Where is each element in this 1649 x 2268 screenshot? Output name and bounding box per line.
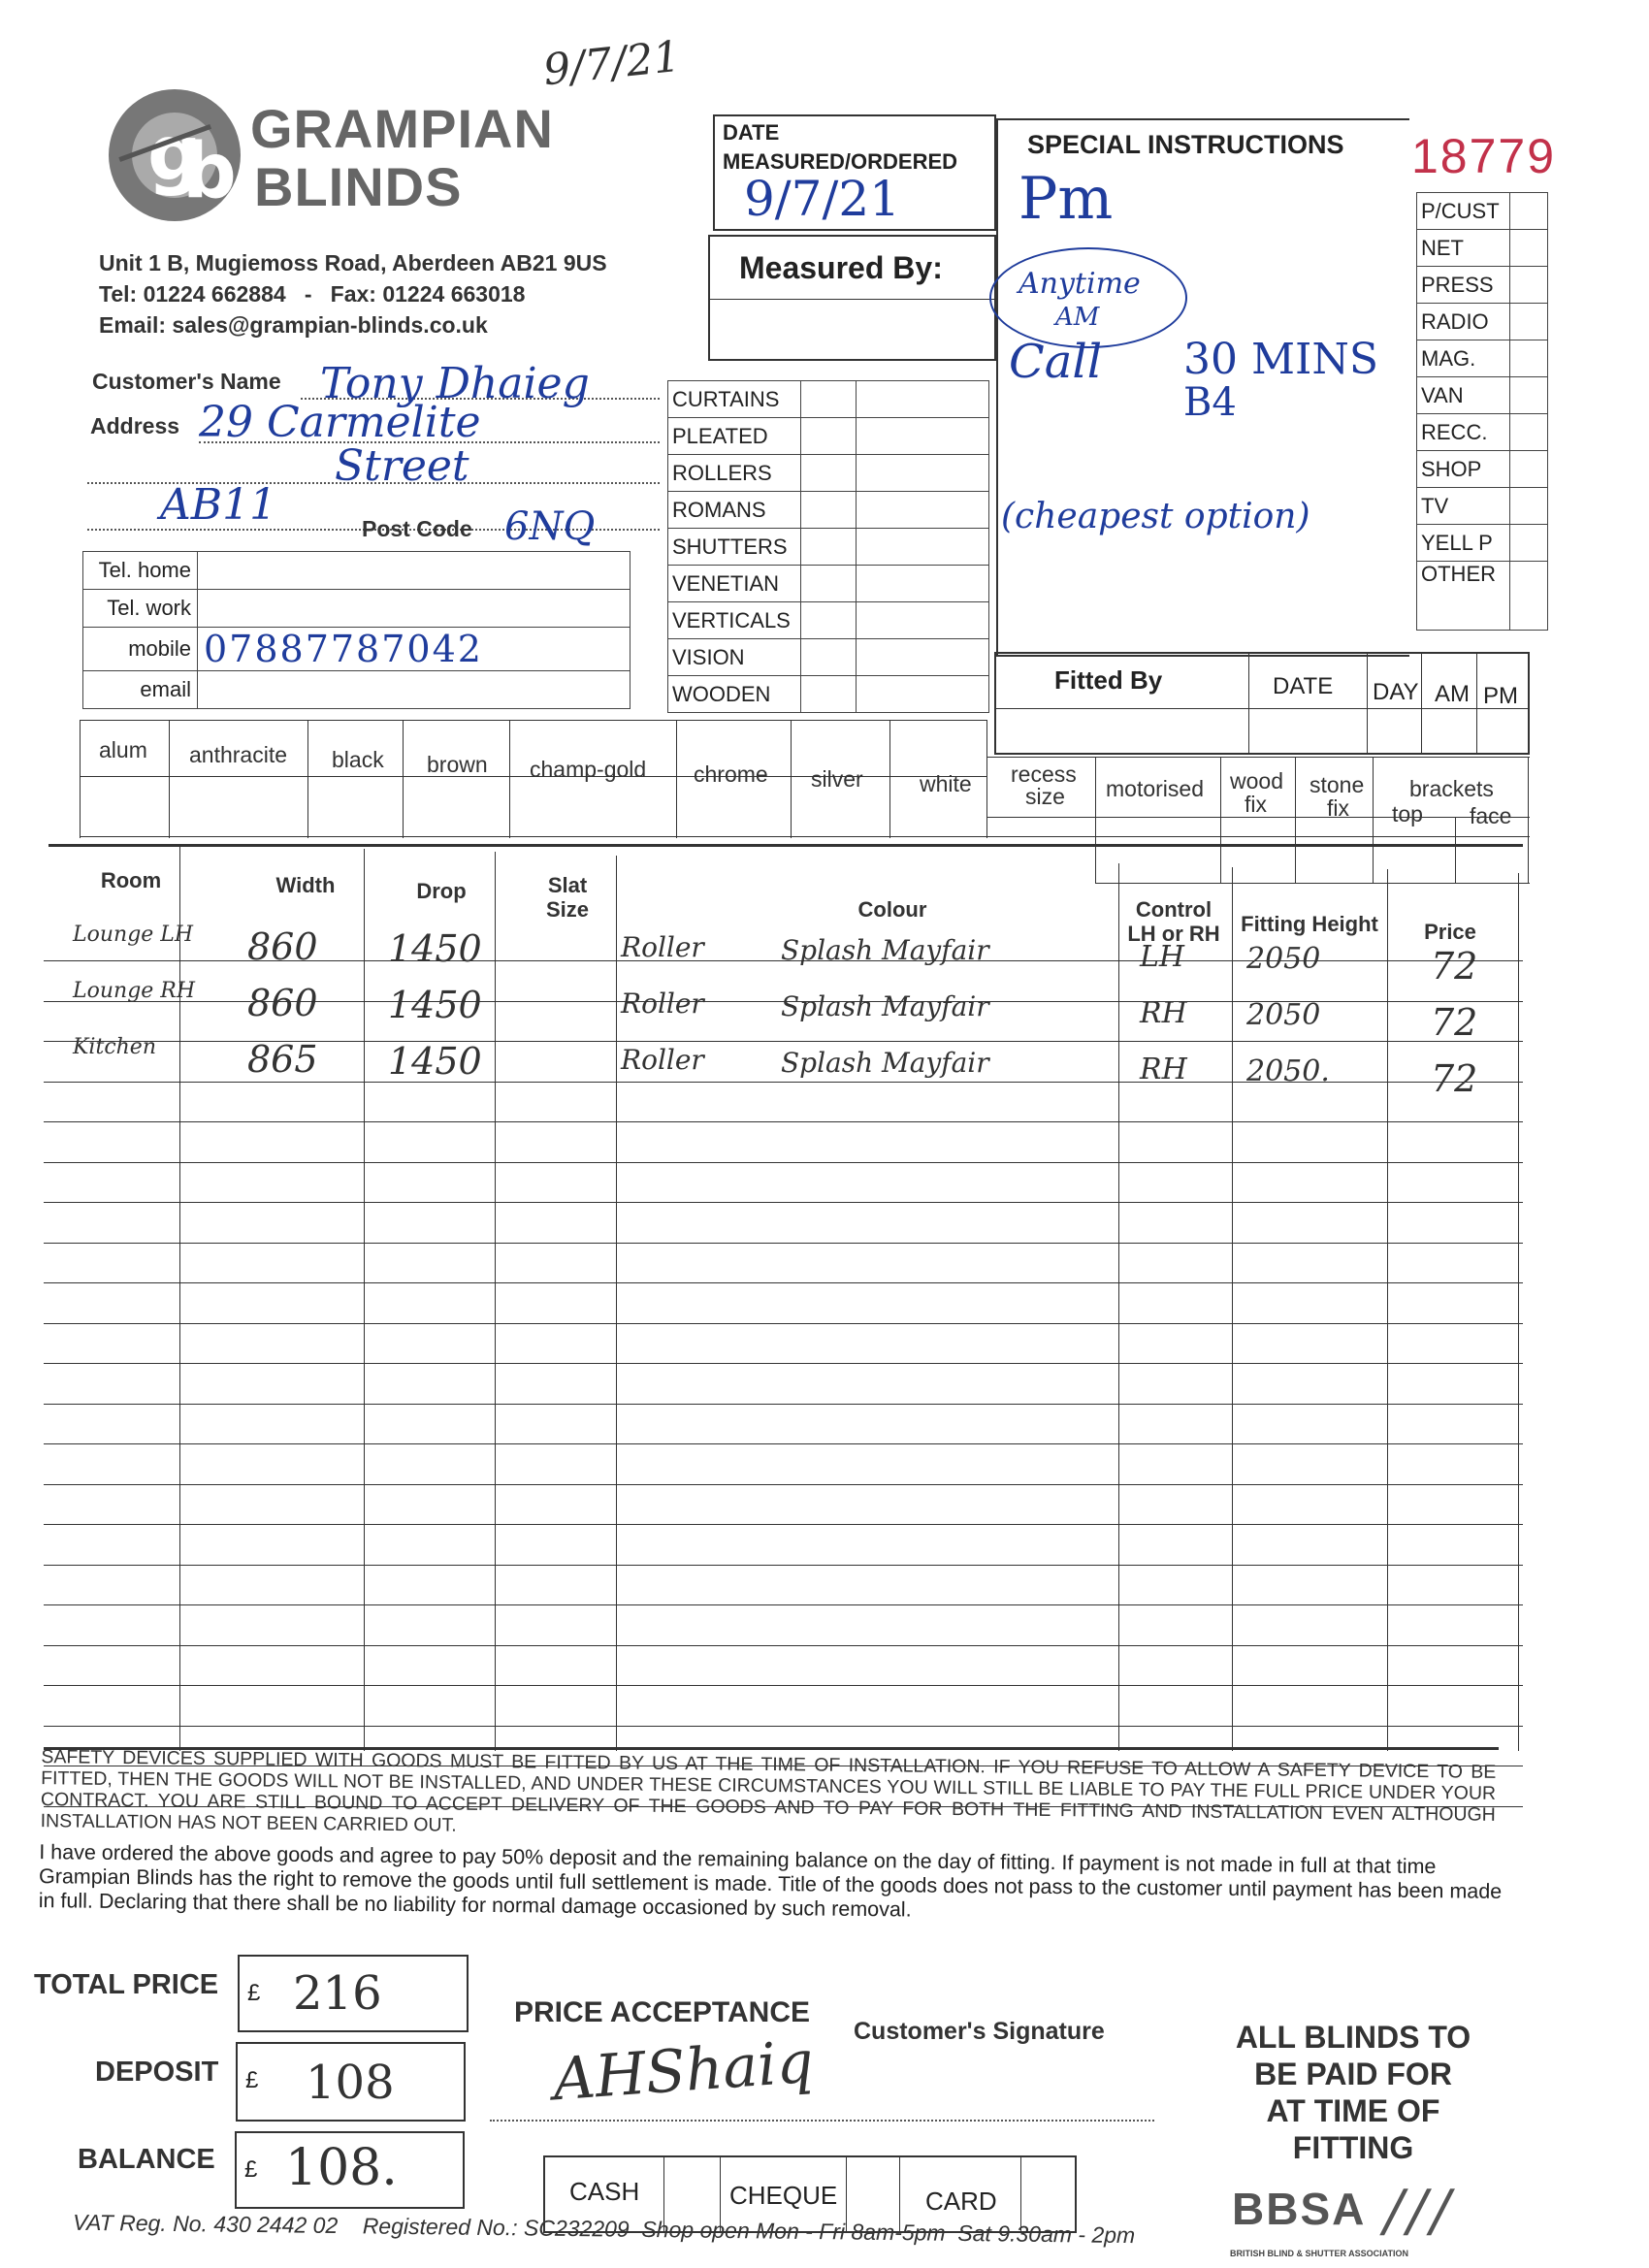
cell-price: 72 [1431,1000,1478,1044]
source-row [1417,451,1548,488]
cell-fitting: 2050 [1246,941,1321,976]
company-email: Email: sales@grampian-blinds.co.uk [99,312,488,338]
svg-text:b: b [182,128,237,215]
product-checkbox[interactable] [801,639,857,676]
table-rule [616,856,617,1751]
date-measured-value: 9/7/21 [744,171,900,227]
address-line2-value: Street [335,441,469,491]
finish-white: white [920,771,972,796]
cell-width: 860 [247,924,318,968]
special-instructions-label: SPECIAL INSTRUCTIONS [1027,130,1344,159]
product-notes[interactable] [857,492,989,529]
email-field[interactable] [198,671,630,709]
source-label: TV [1417,488,1510,525]
header-price: Price [1424,920,1476,944]
product-label: CURTAINS [668,381,801,418]
header-fitting-height: Fitting Height [1241,912,1378,936]
cell-drop: 1450 [388,1039,482,1083]
circled-am: AM [1055,303,1100,332]
finish-anthracite: anthracite [189,742,288,767]
table-rule [44,1565,1523,1566]
source-label: VAN [1417,377,1510,414]
cell-colour: Splash Mayfair [781,989,989,1022]
bbsa-subtitle: BRITISH BLIND & SHUTTER ASSOCIATION [1230,2249,1408,2258]
product-notes[interactable] [857,418,989,455]
date-label: DATE [723,120,780,145]
cell-control: LH [1140,939,1185,974]
table-rule [44,1443,1523,1444]
source-label: SHOP [1417,451,1510,488]
postcode-prefix: AB11 [160,480,277,530]
product-label: VISION [668,639,801,676]
finish-recess-2: size [1025,784,1065,809]
deposit-label: DEPOSIT [95,2057,219,2088]
finish-stone-1: stone [1310,772,1365,797]
source-checkbox[interactable] [1510,562,1548,631]
table-rule [44,1604,1523,1605]
svg-text:g: g [147,111,202,198]
balance-box [235,2131,465,2209]
source-label: OTHER [1417,562,1510,631]
cell-colour: Splash Mayfair [781,1046,989,1079]
finish-chrome: chrome [694,761,768,787]
product-row [668,418,989,455]
source-label: P/CUST [1417,193,1510,230]
finish-top: top [1392,801,1423,826]
source-label: YELL P [1417,525,1510,562]
table-rule [44,1726,1523,1727]
cell-room: Lounge LH [73,922,194,947]
special-b4: B4 [1183,380,1237,425]
header-width: Width [275,873,336,897]
table-rule [44,1685,1523,1686]
source-checkbox[interactable] [1510,451,1548,488]
email-label: email [83,671,198,709]
product-label: ROMANS [668,492,801,529]
fitted-am-label: AM [1435,681,1470,707]
company-logo [97,82,252,228]
product-notes[interactable] [857,676,989,713]
table-rule [44,1121,1523,1122]
special-call: Call [1009,335,1103,389]
address-line1-value: 29 Carmelite [199,398,481,447]
product-notes[interactable] [857,381,989,418]
table-rule [44,1323,1523,1324]
signature-line [490,2120,1154,2122]
total-price-label: TOTAL PRICE [34,1969,219,2000]
source-row [1417,525,1548,562]
cell-colour: Splash Mayfair [781,933,989,966]
finish-face: face [1470,803,1512,828]
bbsa-logo: BBSA [1232,2184,1367,2234]
product-checklist [667,380,989,713]
tel-home-label: Tel. home [83,552,198,590]
special-pm: Pm [1018,165,1114,233]
customer-name-label: Customer's Name [92,369,281,394]
product-notes[interactable] [857,455,989,492]
postcode-value: 6NQ [504,504,596,549]
main-table [44,844,1528,1766]
finish-black: black [332,747,384,772]
payment-card[interactable]: CARD [925,2187,997,2216]
date-measured-box [713,114,996,231]
product-label: VERTICALS [668,602,801,639]
product-label: VENETIAN [668,566,801,602]
signature-label: Customer's Signature [854,2018,1105,2045]
handwritten-top-date: 9/7/21 [540,31,683,96]
table-rule [364,849,365,1751]
product-row [668,381,989,418]
cell-drop: 1450 [388,926,482,970]
product-row [668,639,989,676]
source-row [1417,193,1548,230]
cell-drop: 1450 [388,983,482,1026]
special-cheapest: (cheapest option) [1001,497,1310,536]
fitted-day-label: DAY [1373,679,1419,705]
table-rule [495,852,496,1751]
product-row [668,602,989,639]
product-notes[interactable] [857,529,989,566]
finish-wood-1: wood [1230,768,1283,794]
header-colour: Colour [857,897,927,922]
header-drop: Drop [416,879,467,903]
price-acceptance-label: PRICE ACCEPTANCE [514,1996,811,2028]
product-checkbox[interactable] [801,492,857,529]
balance-currency: £ [244,2156,258,2183]
measured-by-box [708,235,996,361]
finish-champ-gold: champ-gold [530,757,647,782]
notice-line1: ALL BLINDS TO [1235,2020,1471,2055]
product-checkbox[interactable] [801,381,857,418]
measured-by-divider [710,299,994,300]
cell-price: 72 [1431,1056,1478,1100]
source-row [1417,230,1548,267]
product-row [668,566,989,602]
source-label: RECC. [1417,414,1510,451]
header-slat-1: Slat [547,873,588,897]
company-tel-fax: Tel: 01224 662884 - Fax: 01224 663018 [99,281,526,307]
source-row [1417,488,1548,525]
tel-work-field[interactable] [198,590,630,628]
notice-line2: BE PAID FOR [1254,2057,1452,2091]
table-rule [44,1524,1523,1525]
fitted-date-label: DATE [1273,673,1334,699]
special-30-mins: 30 MINS [1183,335,1379,384]
product-checkbox[interactable] [801,566,857,602]
table-rule [44,1363,1523,1364]
source-label: RADIO [1417,304,1510,340]
table-rule [44,1484,1523,1485]
source-row [1417,414,1548,451]
source-checkbox[interactable] [1510,267,1548,304]
product-checkbox[interactable] [801,602,857,639]
finish-motorised: motorised [1106,776,1204,801]
fitted-by-label: Fitted By [1054,665,1163,695]
finish-alum: alum [99,737,147,762]
source-checkbox[interactable] [1510,304,1548,340]
product-label: ROLLERS [668,455,801,492]
balance-value: 108. [285,2139,398,2197]
postcode-label: Post Code [362,516,472,541]
payment-cheque[interactable]: CHEQUE [729,2181,838,2210]
table-rule [44,1243,1523,1244]
table-rule [44,1404,1523,1405]
tel-home-field[interactable] [198,552,630,590]
cell-type: Roller [621,930,704,963]
header-control-2: LH or RH [1127,922,1220,946]
finish-silver: silver [811,766,863,792]
source-checkbox[interactable] [1510,230,1548,267]
fitted-pm-label: PM [1483,683,1518,709]
contact-table [82,551,630,709]
cell-type: Roller [621,1043,704,1076]
cell-type: Roller [621,987,704,1020]
header-slat-2: Size [545,897,590,922]
product-notes[interactable] [857,639,989,676]
source-row [1417,377,1548,414]
source-checkbox[interactable] [1510,414,1548,451]
cell-fitting: 2050. [1246,1053,1330,1088]
table-rule [44,1162,1523,1163]
finish-brown: brown [427,752,488,777]
product-label: PLEATED [668,418,801,455]
table-rule [44,1645,1523,1646]
cell-fitting: 2050 [1246,997,1321,1032]
source-checkbox[interactable] [1510,193,1548,230]
balance-label: BALANCE [78,2144,215,2175]
source-row [1417,267,1548,304]
product-row [668,455,989,492]
company-address: Unit 1 B, Mugiemoss Road, Aberdeen AB21 9US [99,250,607,275]
deposit-value: 108 [306,2056,395,2110]
payment-cash[interactable]: CASH [569,2177,640,2206]
mobile-label: mobile [83,628,198,671]
source-label: PRESS [1417,267,1510,304]
total-price-value: 216 [293,1966,382,2021]
cell-room: Lounge RH [73,978,196,1003]
table-rule [44,1202,1523,1203]
product-label: SHUTTERS [668,529,801,566]
product-row [668,529,989,566]
source-checkbox[interactable] [1510,525,1548,562]
product-row [668,676,989,713]
mobile-field[interactable]: 07887787042 [198,628,630,671]
company-name-line2: BLINDS [254,156,463,217]
company-name-line1: GRAMPIAN [250,98,554,159]
source-checkbox[interactable] [1510,488,1548,525]
customer-signature: AHShaiq [550,2027,816,2115]
finish-recess-1: recess [1011,761,1077,787]
product-checkbox[interactable] [801,455,857,492]
header-room: Room [100,868,162,892]
source-checkbox[interactable] [1510,377,1548,414]
address-label: Address [90,413,180,438]
source-table [1416,192,1548,631]
product-checkbox[interactable] [801,529,857,566]
measured-ordered-label: MEASURED/ORDERED [723,149,958,174]
product-label: WOODEN [668,676,801,713]
table-rule [1518,873,1519,1751]
product-notes[interactable] [857,602,989,639]
cell-control: RH [1140,995,1187,1030]
cell-price: 72 [1431,944,1478,988]
table-rule [48,844,1523,847]
tel-work-label: Tel. work [83,590,198,628]
deposit-box [236,2042,466,2122]
measured-by-label: Measured By: [739,250,943,285]
total-price-box [238,1955,469,2032]
source-row [1417,304,1548,340]
table-rule [1387,869,1388,1751]
total-currency: £ [247,1980,261,2006]
cell-control: RH [1140,1052,1187,1086]
header-control-1: Control [1135,897,1212,922]
table-rule [1118,863,1119,1751]
source-row [1417,340,1548,377]
notice-line4: FITTING [1292,2130,1414,2165]
product-checkbox[interactable] [801,676,857,713]
finish-brackets: brackets [1409,776,1494,801]
finish-stone-2: fix [1327,795,1349,821]
notice-line3: AT TIME OF [1266,2093,1440,2128]
source-label: MAG. [1417,340,1510,377]
source-row [1417,562,1548,631]
customer-name: Tony Dhaieg [320,359,590,408]
order-number: 18779 [1411,129,1557,183]
product-checkbox[interactable] [801,418,857,455]
cell-room: Kitchen [73,1034,156,1059]
bbsa-logo-mark: ╱╱╱ [1382,2191,1453,2234]
product-row [668,492,989,529]
product-notes[interactable] [857,566,989,602]
safety-terms: SAFETY DEVICES SUPPLIED WITH GOODS MUST BE FITTED BY US AT THE TIME OF INSTALLATION. IF YOU REFUSE TO ALLOW A SAFETY DEVICE TO BE FITTED, THEN THE GOODS WILL NOT BE INSTALLED, AND UNDER THESE CIRCUMSTANCES YOU WILL STILL BE LIABLE TO PAY THE FULL PRICE UNDER YOUR CONTRACT. YOU ARE STILL BOUND TO ACCEPT DELIVERY OF THE GOODS AND TO PAY FOR BOTH THE FITTING AND INSTALLATION EVEN ALTHOUGH INSTALLATION HAS NOT BEEN CARRIED OUT. [40,1746,1497,1836]
table-rule [44,1282,1523,1283]
payment-terms: I have ordered the above goods and agree to pay 50% deposit and the remaining balance on the day of fitting. If payment is not made in full at that time Grampian Blinds has the right to remove the goods until full settlement is made. Title of the goods does not pass to the customer until payment has been made in full. Declaring that there shall be no liability for normal damage occasioned by such removal. [38,1840,1503,1922]
finish-wood-2: fix [1245,792,1267,817]
source-label: NET [1417,230,1510,267]
footer-registration: VAT Reg. No. 430 2442 02 Registered No.: SC232209 Shop open Mon - Fri 8am-5pm Sat 9.30am - 2pm [72,2209,1136,2249]
cell-width: 865 [247,1037,318,1081]
source-checkbox[interactable] [1510,340,1548,377]
circled-anytime: Anytime [1018,267,1141,301]
deposit-currency: £ [245,2067,259,2093]
cell-width: 860 [247,981,318,1024]
table-rule [1232,867,1233,1751]
